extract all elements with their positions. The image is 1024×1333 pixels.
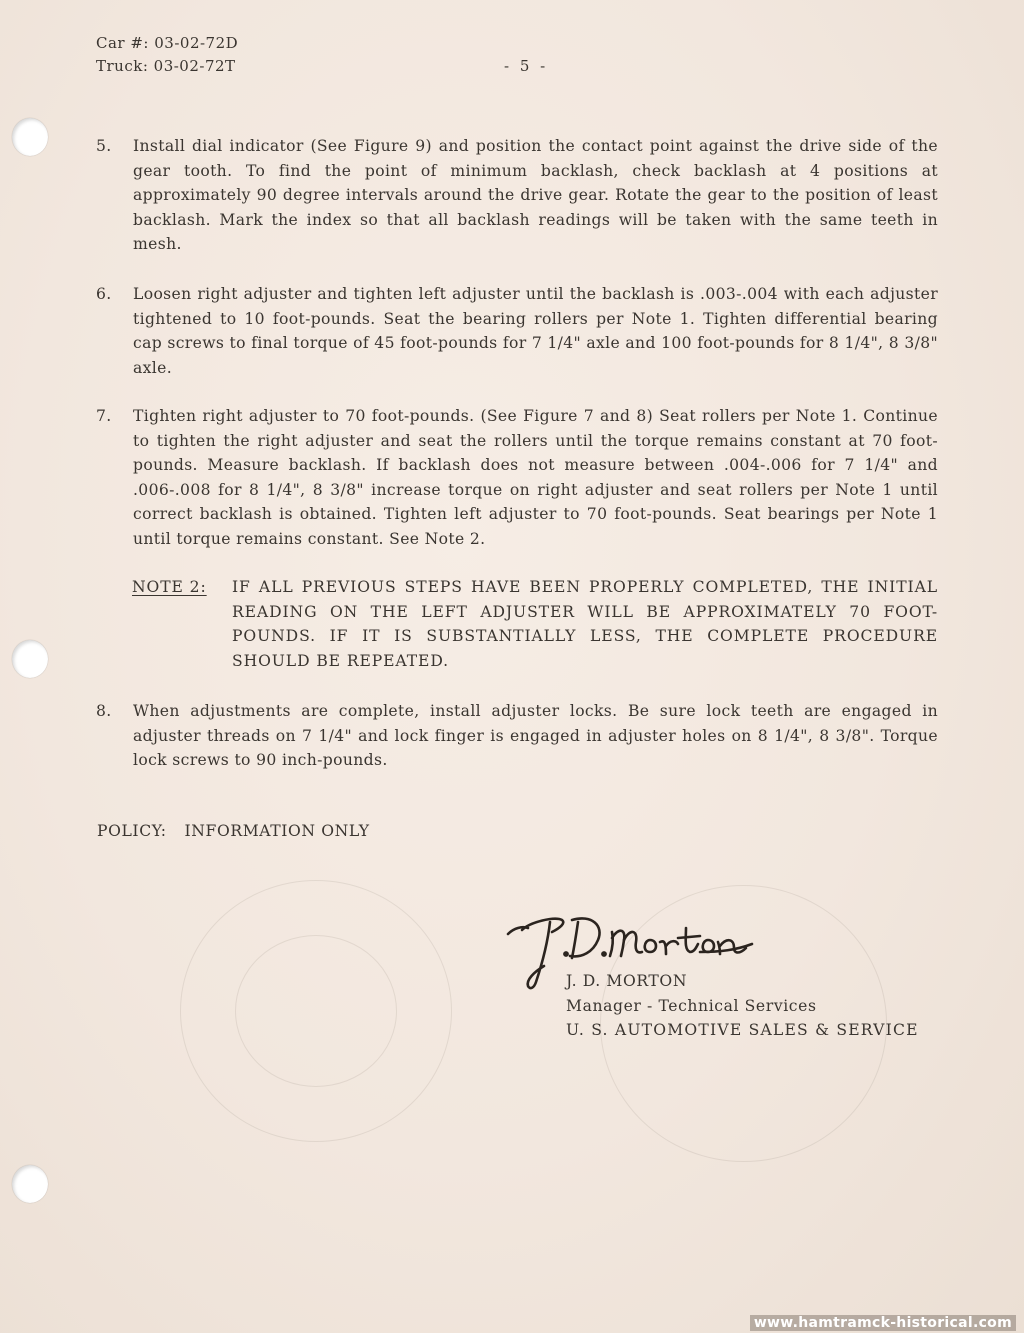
note-2 xyxy=(132,575,938,673)
binder-hole-top xyxy=(12,118,48,156)
step-6 xyxy=(96,282,938,380)
signer-organization: U. S. AUTOMOTIVE SALES & SERVICE xyxy=(566,1021,919,1039)
page-number: - 5 - xyxy=(504,57,549,75)
car-number: Car #: 03-02-72D xyxy=(96,34,239,52)
signature-block xyxy=(566,969,919,1043)
site-watermark: www.hamtramck-historical.com xyxy=(750,1315,1016,1331)
policy-line xyxy=(97,822,370,840)
binder-hole-bottom xyxy=(12,1165,48,1203)
binder-hole-middle xyxy=(12,640,48,678)
policy-value: INFORMATION ONLY xyxy=(184,822,370,840)
step-7 xyxy=(96,404,938,551)
step-text: Tighten right adjuster to 70 foot-pounds. (See Figure 7 and 8) Seat rollers per Note 1. Continue to tighten the right adjuster and seat the rollers until the torque remains constant at 70 foot-pounds. Measure backlash. If backlash does not measure between .004-.006 for 7 1/4" and .006-.008 for 8 1/4", 8 3/8" increase torque on right adjuster and seat rollers per Note 1 until correct backlash is obtained. Tighten left adjuster to 70 foot-pounds. Seat bearings per Note 1 until torque remains constant. See Note 2. xyxy=(133,407,938,548)
step-8 xyxy=(96,699,938,773)
step-text: When adjustments are complete, install adjuster locks. Be sure lock teeth are engaged in adjuster threads on 7 1/4" and lock finger is engaged in adjuster holes on 8 1/4", 8 3/8". Torque lock screws to 90 inch-pounds. xyxy=(133,702,938,769)
step-number: 8. xyxy=(96,702,112,720)
note-text: IF ALL PREVIOUS STEPS HAVE BEEN PROPERLY COMPLETED, THE INITIAL READING ON THE LEFT ADJUSTER WILL BE APPROXIMATELY 70 FOOT-POUNDS. IF IT IS SUBSTANTIALLY LESS, THE COMPLETE PROCEDURE SHOULD BE REPEATED. xyxy=(232,578,938,670)
step-text: Loosen right adjuster and tighten left adjuster until the backlash is .003-.004 with each adjuster tightened to 10 foot-pounds. Seat the bearing rollers per Note 1. Tighten differential bearing cap screws to final torque of 45 foot-pounds for 7 1/4" axle and 100 foot-pounds for 8 1/4", 8 3/8" axle. xyxy=(133,285,938,377)
step-number: 7. xyxy=(96,407,112,425)
signer-title: Manager - Technical Services xyxy=(566,996,817,1015)
truck-number: Truck: 03-02-72T xyxy=(96,57,236,75)
note-label: NOTE 2: xyxy=(132,578,207,596)
step-number: 6. xyxy=(96,285,112,303)
step-text: Install dial indicator (See Figure 9) and position the contact point against the drive side of the gear tooth. To find the point of minimum backlash, check backlash at 4 positions at approximately 90 degree intervals around the drive gear. Rotate the gear to the position of least backlash. Mark the index so that all backlash readings will be taken with the same teeth in mesh. xyxy=(133,137,938,253)
signer-name: J. D. MORTON xyxy=(566,972,688,990)
step-number: 5. xyxy=(96,137,112,155)
policy-label: POLICY: xyxy=(97,822,167,840)
step-5 xyxy=(96,134,938,257)
bleed-through-circle-left-inner xyxy=(235,935,397,1087)
